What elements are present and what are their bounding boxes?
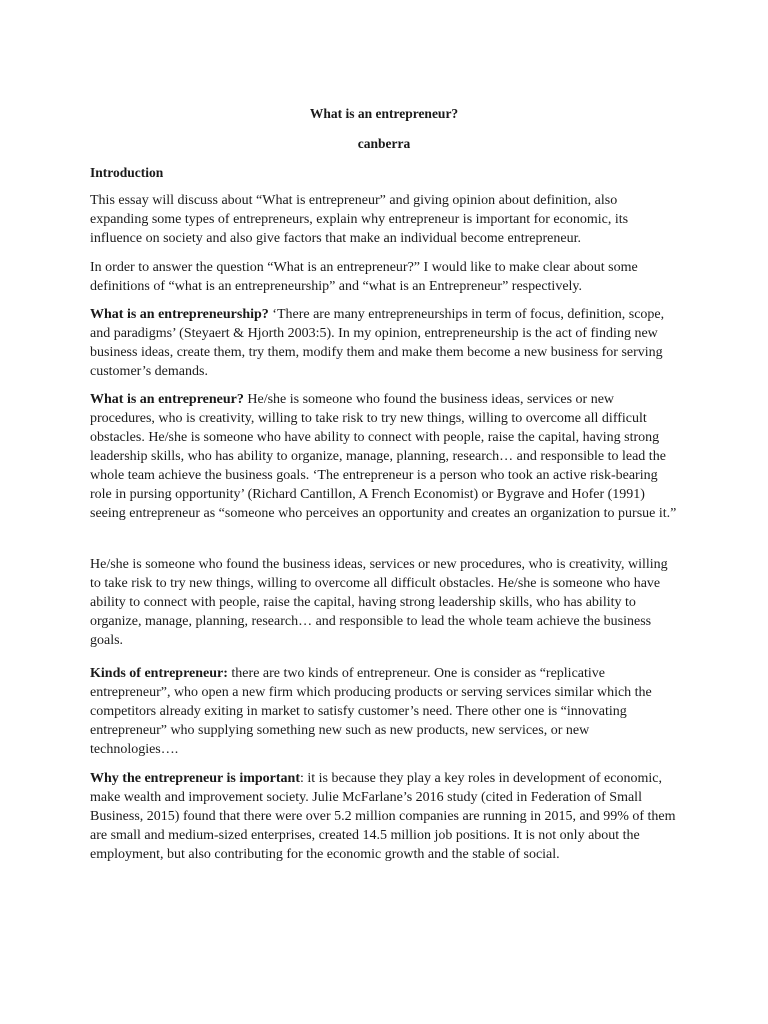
introduction-heading: Introduction <box>90 165 164 180</box>
document-author: canberra <box>357 136 411 151</box>
paragraph-text: : it is because they play a key roles in development of economic, make wealth and improvement society. Julie McFarlane’s 2016 study (cited in Federation of Small Business, 2015) found that there were over 5.2 million companies are running in 2015, and 99% of them are small and medium-sized enterprises, created 14.5 million job positions. It is not only about the employment, but also contributing for the economic growth and the stable of social. <box>90 771 676 862</box>
paragraph-text: In order to answer the question “What is an entrepreneur?” I would like to make clear about some definitions of “what is an entrepreneurship” and “what is an Entrepreneur” respectively. <box>90 260 638 294</box>
document-page <box>90 0 678 1024</box>
paragraph-entrepreneur-definition <box>90 390 678 523</box>
paragraph-lead: Why the entrepreneur is important <box>90 771 300 786</box>
document-title: What is an entrepreneur? <box>309 106 459 121</box>
paragraph-essay-overview <box>90 191 678 248</box>
paragraph-question-framing <box>90 258 678 296</box>
paragraph-text: ‘There are many entrepreneurships in term of focus, definition, scope, and paradigms’ (Steyaert & Hjorth 2003:5). In my opinion, entrepreneurship is the act of finding new business ideas, create them, try them, modify them and make them become a new business for serving customer’s demands. <box>90 307 665 379</box>
paragraph-lead: What is an entrepreneurship? <box>90 307 269 322</box>
paragraph-text: He/she is someone who found the business ideas, services or new procedures, who is creativity, willing to take risk to try new things, willing to overcome all difficult obstacles. He/she is someone who have ability to connect with people, raise the capital, having strong leadership skills, who has ability to organize, manage, planning, research… and responsible to lead the whole team achieve the business goals. <box>90 557 668 648</box>
paragraph-kinds-of-entrepreneur <box>90 664 678 759</box>
paragraph-lead: Kinds of entrepreneur: <box>90 666 228 681</box>
paragraph-text: there are two kinds of entrepreneur. One is consider as “replicative entrepreneur”, who open a new firm which producing products or serving services similar which the competitors already exiting in market to satisfy customer’s need. There other one is “innovating entrepreneur” who supplying something new such as new products, new services, or new technologies…. <box>90 666 652 757</box>
paragraph-importance <box>90 769 678 864</box>
paragraph-lead: What is an entrepreneur? <box>90 392 244 407</box>
paragraph-text: This essay will discuss about “What is entrepreneur” and giving opinion about definition, also expanding some types of entrepreneurs, explain why entrepreneur is important for economic, its influence on society and also give factors that make an individual become entrepreneur. <box>90 193 629 246</box>
paragraph-entrepreneurship-definition <box>90 305 678 381</box>
paragraph-text: He/she is someone who found the business ideas, services or new procedures, who is creativity, willing to take risk to try new things, willing to overcome all difficult obstacles. He/she is someone who have ability to connect with people, raise the capital, having strong leadership skills, who has ability to organize, manage, planning, research… and responsible to lead the whole team achieve the business goals. ‘The entrepreneur is a person who took an active risk-bearing role in pursing opportunity’ (Richard Cantillon, A French Economist) or Bygrave and Hofer (1991) seeing entrepreneur as “someone who perceives an opportunity and creates an organization to pursue it.” <box>90 392 677 521</box>
paragraph-entrepreneur-opinion <box>90 555 678 650</box>
